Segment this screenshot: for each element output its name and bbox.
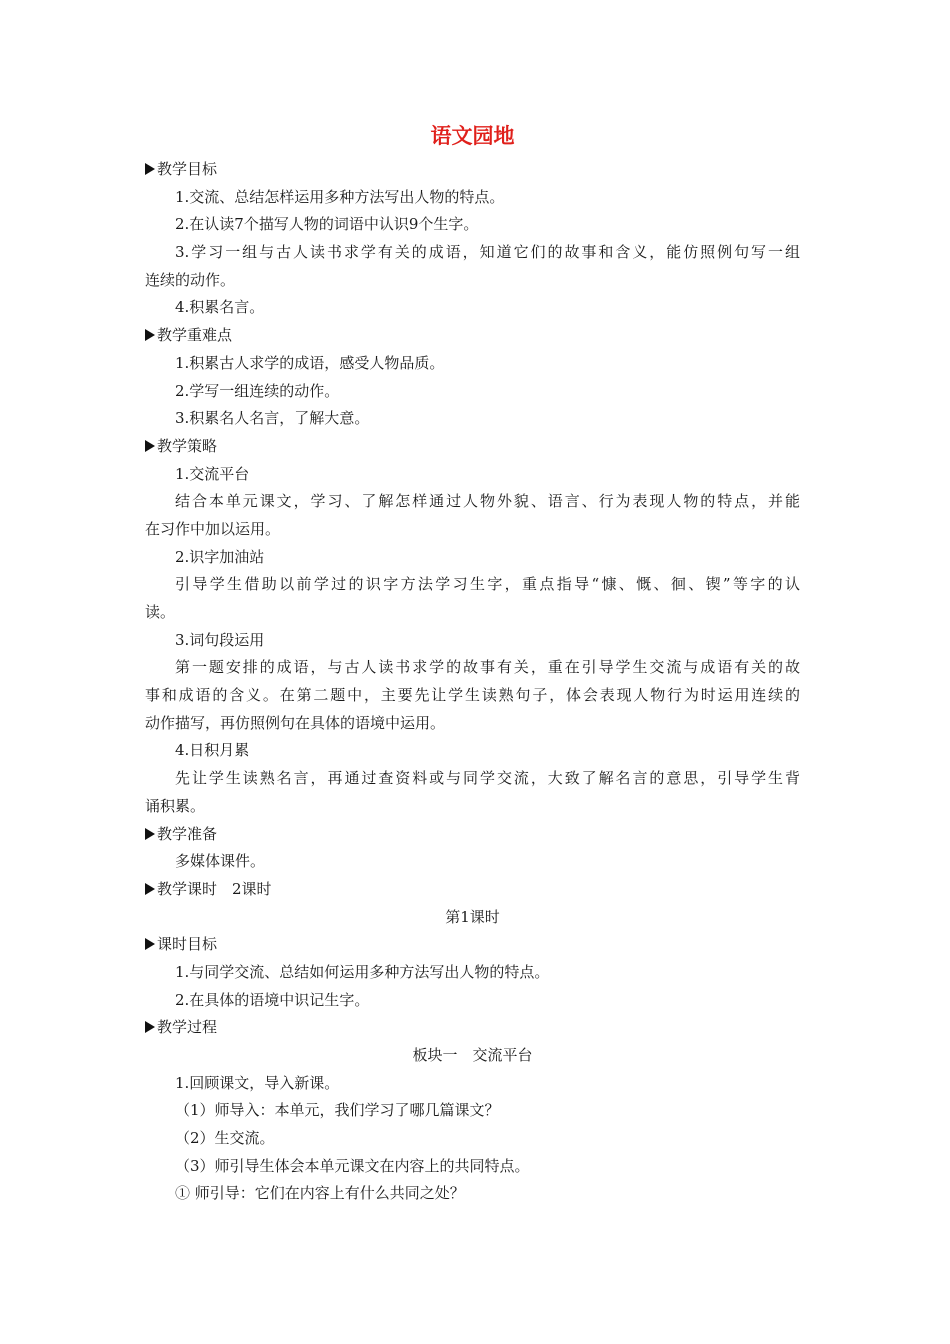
strategy-paragraph-1-line-1: 结合本单元课文，学习、了解怎样通过人物外貌、语言、行为表现人物的特点，并能 xyxy=(175,492,800,511)
triangle-bullet-icon xyxy=(145,163,155,175)
section-heading-lesson-goals: 课时目标 xyxy=(145,931,800,959)
triangle-bullet-icon xyxy=(145,329,155,341)
goal-item-3 xyxy=(145,239,800,294)
triangle-bullet-icon xyxy=(145,440,155,452)
key-point-item-1: 1.积累古人求学的成语，感受人物品质。 xyxy=(175,353,445,372)
strategy-paragraph-4-line-2: 诵积累。 xyxy=(145,796,206,815)
triangle-bullet-icon xyxy=(145,1021,155,1033)
document-page xyxy=(145,118,800,1208)
process-item-3: （2）生交流。 xyxy=(175,1129,275,1148)
strategy-paragraph-1 xyxy=(145,488,800,543)
process-item-2: （1）师导入：本单元，我们学习了哪几篇课文？ xyxy=(175,1101,500,1120)
strategy-paragraph-3-line-1: 第一题安排的成语，与古人读书求学的故事有关，重在引导学生交流与成语有关的故 xyxy=(175,658,800,677)
section-heading-preparation: 教学准备 xyxy=(145,821,800,849)
key-point-item-3: 3.积累名人名言，了解大意。 xyxy=(175,409,370,428)
section-heading-class-hours: 教学课时 2课时 xyxy=(145,876,800,904)
preparation-item: 多媒体课件。 xyxy=(175,852,266,871)
section-heading-key-points: 教学重难点 xyxy=(145,322,800,350)
block-title: 板块一 交流平台 xyxy=(412,1046,533,1064)
strategy-paragraph-1-line-2: 在习作中加以运用。 xyxy=(145,519,281,538)
strategy-paragraph-3-line-3: 动作描写，再仿照例句在具体的语境中运用。 xyxy=(145,713,446,732)
strategy-paragraph-2-line-2: 读。 xyxy=(145,603,176,621)
goal-item-3-line-1: 3.学习一组与古人读书求学有关的成语，知道它们的故事和含义，能仿照例句写一组 xyxy=(175,243,800,262)
goal-item-4: 4.积累名言。 xyxy=(175,298,265,317)
goal-item-3-line-2: 连续的动作。 xyxy=(145,270,236,289)
strategy-paragraph-3 xyxy=(145,654,800,737)
triangle-bullet-icon xyxy=(145,938,155,950)
strategy-paragraph-4-line-1: 先让学生读熟名言，再通过查资料或与同学交流，大致了解名言的意思，引导学生背 xyxy=(175,769,800,788)
process-item-5: ① 师引导：它们在内容上有什么共同之处？ xyxy=(175,1184,465,1203)
triangle-bullet-icon xyxy=(145,883,155,895)
section-heading-teaching-goals: 教学目标 xyxy=(145,156,800,184)
strategy-paragraph-2 xyxy=(145,571,800,626)
lesson-goal-item-2: 2.在具体的语境中识记生字。 xyxy=(175,990,370,1009)
lesson-title: 第1课时 xyxy=(445,907,500,926)
section-heading-process: 教学过程 xyxy=(145,1014,800,1042)
strategy-sub-4: 4.日积月累 xyxy=(175,741,250,760)
strategy-paragraph-3-line-2: 事和成语的含义。在第二题中，主要先让学生读熟句子，体会表现人物行为时运用连续的 xyxy=(145,686,800,705)
document-title: 语文园地 xyxy=(430,123,515,148)
strategy-paragraph-2-line-1: 引导学生借助以前学过的识字方法学习生字，重点指导“慷、慨、徊、锲”等字的认 xyxy=(175,575,800,594)
goal-item-1: 1.交流、总结怎样运用多种方法写出人物的特点。 xyxy=(175,187,505,206)
goal-item-2: 2.在认读7个描写人物的词语中认识9个生字。 xyxy=(175,215,479,234)
section-heading-strategy: 教学策略 xyxy=(145,433,800,461)
strategy-paragraph-4 xyxy=(145,765,800,820)
process-item-4: （3）师引导生体会本单元课文在内容上的共同特点。 xyxy=(175,1156,530,1175)
key-point-item-2: 2.学写一组连续的动作。 xyxy=(175,381,340,400)
triangle-bullet-icon xyxy=(145,828,155,840)
strategy-sub-3: 3.词句段运用 xyxy=(175,630,265,649)
strategy-sub-1: 1.交流平台 xyxy=(175,464,250,483)
lesson-goal-item-1: 1.与同学交流、总结如何运用多种方法写出人物的特点。 xyxy=(175,962,550,981)
process-item-1: 1.回顾课文，导入新课。 xyxy=(175,1073,340,1092)
strategy-sub-2: 2.识字加油站 xyxy=(175,547,265,566)
